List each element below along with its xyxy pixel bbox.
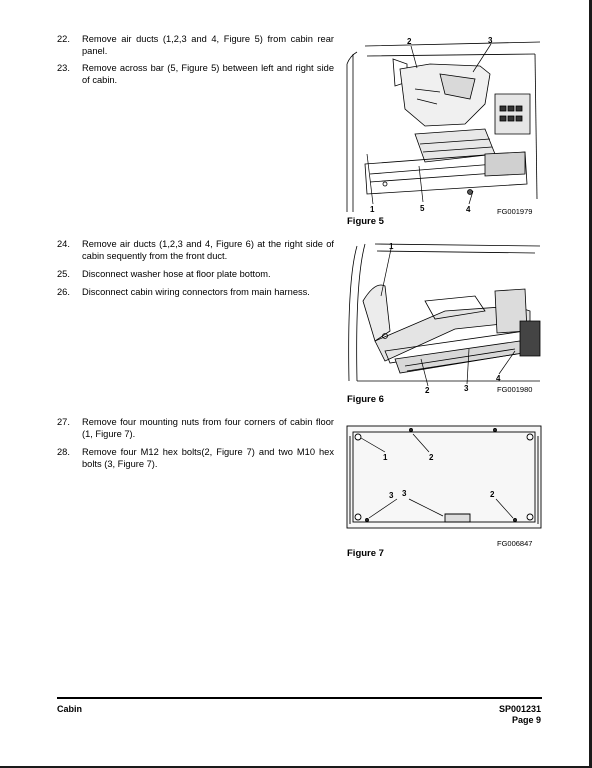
step-25 [57,268,334,280]
step-28 [57,446,334,471]
step-text: Disconnect washer hose at floor plate bottom. [82,269,271,279]
step-number: 25. [57,269,70,279]
step-24 [57,238,334,263]
footer-page-number: Page 9 [511,715,541,725]
figure-7-illustration [345,424,545,530]
step-text: Disconnect cabin wiring connectors from main harness. [82,287,310,297]
callout: 4 [466,205,471,214]
callout: 3 [464,384,469,393]
callout: 2 [425,386,430,393]
step-27 [57,416,334,441]
step-number: 27. [57,417,70,427]
footer-rule [57,697,542,699]
callout: 3 [389,491,394,500]
callout: 5 [420,204,425,213]
step-23 [57,62,334,87]
callout: 4 [496,374,501,383]
figure-code: FG006847 [497,539,533,548]
step-text: Remove air ducts (1,2,3 and 4, Figure 6) at the right side of cabin sequently from the front duct. [82,239,334,262]
figure-code: FG001980 [497,385,533,394]
step-text: Remove across bar (5, Figure 5) between left and right side of cabin. [82,63,334,86]
figure-code: FG001979 [497,207,533,216]
step-number: 24. [57,239,70,249]
figure-label: Figure 6 [347,394,384,405]
callout: 1 [389,242,394,251]
step-number: 26. [57,287,70,297]
figure-label: Figure 7 [347,548,384,559]
figure-5-illustration [345,34,545,214]
step-number: 28. [57,447,70,457]
callout: 2 [407,37,412,46]
callout: 1 [383,453,388,462]
footer-section: Cabin [57,704,83,714]
callout: 2 [490,490,495,499]
callout: 1 [370,205,375,214]
step-26 [57,286,334,298]
callout: 2 [429,453,434,462]
step-text: Remove four M12 hex bolts(2, Figure 7) and two M10 hex bolts (3, Figure 7). [82,447,334,470]
footer-doc-number: SP001231 [498,704,541,714]
callout: 3 [402,489,407,498]
figure-6-illustration [345,241,545,393]
step-22 [57,33,334,58]
figure-label: Figure 5 [347,216,384,227]
step-text: Remove air ducts (1,2,3 and 4, Figure 5) from cabin rear panel. [82,34,334,57]
step-text: Remove four mounting nuts from four corners of cabin floor (1, Figure 7). [82,417,334,440]
step-number: 23. [57,63,70,73]
step-number: 22. [57,34,70,44]
callout: 3 [488,36,493,45]
